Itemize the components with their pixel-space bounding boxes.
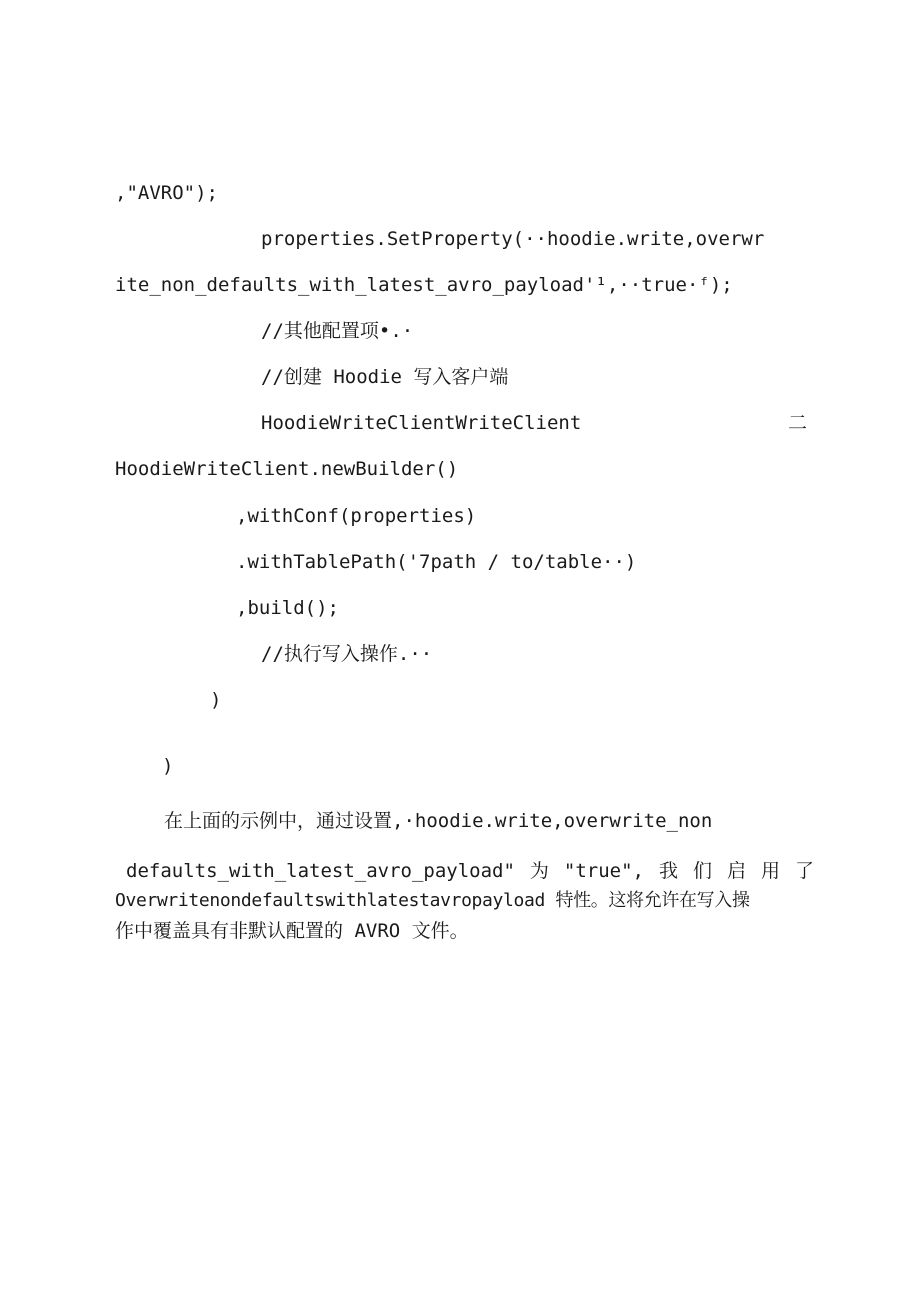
paragraph-word: 我 (658, 860, 678, 882)
paragraph-word: 用 (760, 860, 780, 882)
code-line: properties.SetProperty(··hoodie.write,overwr (261, 228, 765, 250)
paragraph-word: 启 (726, 860, 746, 882)
code-line: ,build(); (236, 597, 339, 619)
code-line: ,"AVRO"); (115, 182, 218, 204)
code-line: .withTablePath('7path / to/table··) (236, 551, 637, 573)
code-operator: 二 (788, 412, 808, 434)
paragraph-line: Overwritenondefaultswithlatestavropayload 特性。这将允许在写入操 (115, 890, 750, 911)
paragraph-word: 们 (692, 860, 712, 882)
code-comment: //创建 Hoodie 写入客户端 (261, 366, 509, 388)
paragraph-word: 为 (529, 860, 549, 882)
paragraph-word: "true", (563, 860, 644, 882)
paragraph-line-justified (126, 859, 814, 883)
code-brace: ) (210, 689, 222, 711)
paragraph-word: defaults_with_latest_avro_payload" (126, 860, 515, 882)
paragraph-word: 了 (794, 860, 814, 882)
code-line: HoodieWriteClient.newBuilder() (115, 458, 459, 480)
paragraph-line: 作中覆盖具有非默认配置的 AVRO 文件。 (115, 920, 469, 942)
code-line: ite_non_defaults_with_latest_avro_payload'¹,··true·ᶠ); (115, 274, 733, 296)
code-line: HoodieWriteClientWriteClient (261, 412, 582, 434)
paragraph-line: 在上面的示例中，通过设置,·hoodie.write,overwrite_non (164, 810, 713, 832)
code-brace: ) (162, 755, 174, 777)
code-line: ,withConf(properties) (236, 505, 477, 527)
code-comment: //执行写入操作.·· (261, 643, 433, 665)
code-comment: //其他配置项•.· (261, 320, 414, 342)
